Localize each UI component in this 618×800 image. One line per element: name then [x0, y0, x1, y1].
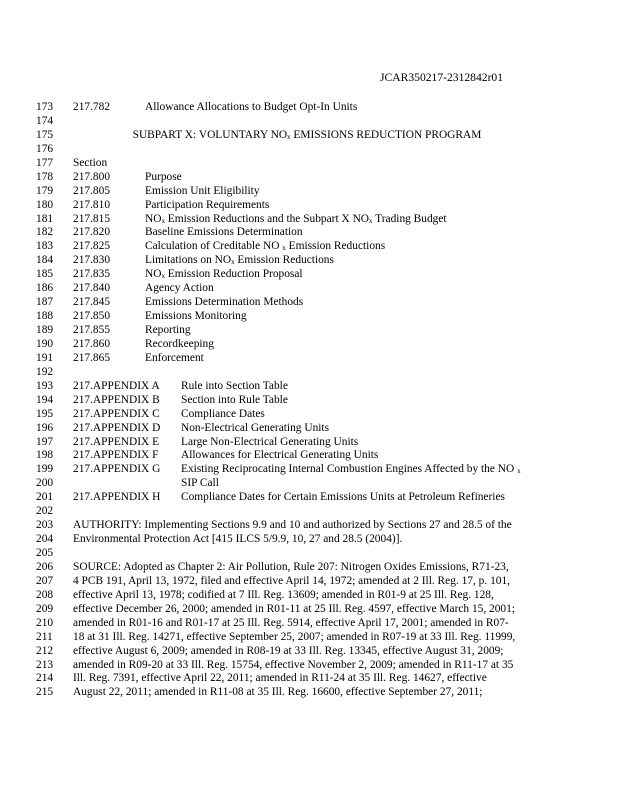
- line-number: 205: [36, 547, 54, 559]
- section-number: 217.815: [73, 212, 111, 225]
- title-text: Trading Budget: [372, 212, 447, 225]
- section-title: Emissions Determination Methods: [145, 296, 304, 309]
- section-title: Emissions Monitoring: [145, 310, 247, 323]
- document-line: [36, 394, 606, 408]
- line-number: 190: [36, 337, 54, 350]
- subscript: x: [161, 216, 165, 225]
- title-text: Emission Reductions and the Subpart X NO: [164, 212, 370, 225]
- section-number: 217.APPENDIX B: [73, 393, 160, 406]
- section-number: 217.APPENDIX A: [73, 379, 160, 392]
- line-number: 199: [36, 463, 54, 476]
- section-number: 217.835: [73, 268, 111, 281]
- line-number: 195: [36, 407, 54, 420]
- line-number: 174: [36, 114, 54, 127]
- document-line: [36, 659, 606, 673]
- section-title: Large Non-Electrical Generating Units: [181, 435, 359, 448]
- line-number: 200: [36, 477, 54, 490]
- line-number: 178: [36, 170, 54, 183]
- title-text: Emission Reductions: [285, 240, 386, 253]
- section-title: [181, 463, 521, 477]
- paragraph-text: amended in R01-16 and R01-17 at 25 Ill. Reg. 5914, effective April 17, 2001; amended in R07-: [73, 616, 509, 629]
- document-line: [36, 310, 606, 324]
- section-number: 217.825: [73, 240, 111, 253]
- line-number: 207: [36, 574, 54, 587]
- section-number: 217.830: [73, 254, 111, 267]
- section-title: Compliance Dates: [181, 407, 265, 420]
- line-number: 189: [36, 324, 54, 336]
- document-line: [36, 505, 606, 519]
- document-line: [36, 380, 606, 394]
- paragraph-text: effective August 6, 2009; amended in R08-19 at 33 Ill. Reg. 13345, effective August 31, 2009;: [73, 644, 504, 657]
- document-line: [36, 240, 606, 254]
- paragraph-text: effective December 26, 2000; amended in R01-11 at 25 Ill. Reg. 4597, effective March 15, 2001;: [73, 602, 515, 615]
- document-line: [36, 645, 606, 659]
- section-number: 217.820: [73, 226, 111, 239]
- document-line: [36, 185, 606, 199]
- subpart-heading: [73, 129, 541, 143]
- line-number: 193: [36, 379, 54, 392]
- document-line: [36, 463, 606, 477]
- document-line: [36, 575, 606, 589]
- document-line: [36, 547, 606, 561]
- document-line: [36, 672, 606, 686]
- line-number: 197: [36, 435, 54, 448]
- subscript: x: [517, 467, 521, 476]
- document-line: [36, 533, 606, 547]
- document-line: [36, 603, 606, 617]
- section-title: Participation Requirements: [145, 198, 270, 211]
- title-text: Emission Reductions: [234, 254, 334, 267]
- line-number: 186: [36, 282, 54, 295]
- title-text: Calculation of Creditable NO: [145, 240, 283, 253]
- document-line: [36, 338, 606, 352]
- paragraph-text: 4 PCB 191, April 13, 1972, filed and effective April 14, 1972; amended at 2 Ill. Reg. 17, p. 101,: [73, 574, 511, 587]
- section-number: 217.782: [73, 101, 111, 113]
- line-number: 196: [36, 421, 54, 434]
- document-line: [36, 631, 606, 645]
- line-number: 206: [36, 560, 54, 573]
- line-number: 185: [36, 268, 54, 281]
- document-line: [36, 422, 606, 436]
- section-title: [145, 254, 334, 268]
- line-number: 191: [36, 351, 54, 364]
- document-line: [36, 296, 606, 310]
- section-title: Rule into Section Table: [181, 379, 288, 392]
- section-title: Section into Rule Table: [181, 393, 288, 406]
- subscript: x: [282, 244, 286, 253]
- section-number: 217.APPENDIX G: [73, 463, 161, 476]
- paragraph-text: Ill. Reg. 7391, effective April 22, 2011; amended in R11-24 at 35 Ill. Reg. 14627, effective: [73, 672, 487, 685]
- line-number: 184: [36, 254, 54, 267]
- document-line: [36, 408, 606, 422]
- line-number: 210: [36, 616, 54, 629]
- title-text: Existing Reciprocating Internal Combustion Engines Affected by the NO: [181, 463, 518, 476]
- paragraph-text: August 22, 2011; amended in R11-08 at 35 Ill. Reg. 16600, effective September 27, 2011;: [73, 686, 483, 699]
- document-line: [36, 436, 606, 450]
- section-number: 217.840: [73, 282, 111, 295]
- line-number: 183: [36, 240, 54, 253]
- subscript: x: [161, 272, 165, 281]
- section-title: Agency Action: [145, 282, 214, 295]
- line-number: 214: [36, 672, 54, 685]
- section-number: 217.855: [73, 324, 111, 336]
- line-number: 182: [36, 226, 54, 239]
- line-number: 203: [36, 519, 54, 532]
- document-line: [36, 101, 606, 115]
- line-number: 194: [36, 393, 54, 406]
- document-line: [36, 143, 606, 157]
- document-line: [36, 254, 606, 268]
- title-text: Emission Reduction Proposal: [164, 268, 303, 281]
- subscript: x: [369, 216, 373, 225]
- paragraph-text: Section: [73, 156, 108, 169]
- document-line: [36, 324, 606, 338]
- line-number: 176: [36, 142, 54, 155]
- section-title: Non-Electrical Generating Units: [181, 421, 330, 434]
- section-number: 217.APPENDIX F: [73, 449, 159, 462]
- section-title: [145, 213, 447, 227]
- section-number: 217.865: [73, 351, 111, 364]
- document-line: [36, 171, 606, 185]
- document-line: [36, 352, 606, 366]
- section-number: 217.850: [73, 310, 111, 323]
- section-title: Emission Unit Eligibility: [145, 184, 260, 197]
- document-line: [36, 561, 606, 575]
- line-number: 212: [36, 644, 54, 657]
- paragraph-text: Environmental Protection Act [415 ILCS 5/9.9, 10, 27 and 28.5 (2004)].: [73, 533, 403, 546]
- document-line: [36, 226, 606, 240]
- title-text: NO: [145, 212, 162, 225]
- section-number: 217.APPENDIX D: [73, 421, 161, 434]
- title-text: Limitations on NO: [145, 254, 232, 267]
- heading-text: EMISSIONS REDUCTION PROGRAM: [290, 128, 482, 141]
- line-number: 180: [36, 198, 54, 211]
- document-line: [36, 199, 606, 213]
- line-number: 204: [36, 533, 54, 546]
- section-title: Allowances for Electrical Generating Units: [181, 449, 379, 462]
- line-number: 177: [36, 156, 54, 169]
- paragraph-text: SOURCE: Adopted as Chapter 2: Air Pollution, Rule 207: Nitrogen Oxides Emissions, R71-23,: [73, 560, 509, 573]
- line-number: 211: [36, 630, 53, 643]
- document-line: [36, 477, 606, 491]
- section-number: 217.APPENDIX H: [73, 491, 161, 504]
- document-body: [36, 101, 606, 700]
- paragraph-text: 18 at 31 Ill. Reg. 14271, effective September 25, 2007; amended in R07-19 at 33 Ill. Reg. 11999,: [73, 630, 516, 643]
- subscript: x: [287, 132, 291, 141]
- document-line: [36, 491, 606, 505]
- paragraph-text: AUTHORITY: Implementing Sections 9.9 and 10 and authorized by Sections 27 and 28.5 of the: [73, 519, 512, 532]
- section-title: Recordkeeping: [145, 337, 214, 350]
- line-number: 198: [36, 449, 54, 462]
- section-number: 217.810: [73, 198, 111, 211]
- paragraph-text: amended in R09-20 at 33 Ill. Reg. 15754, effective November 2, 2009; amended in R11-17 at 35: [73, 658, 514, 671]
- section-number: 217.APPENDIX C: [73, 407, 160, 420]
- section-title: Compliance Dates for Certain Emissions Units at Petroleum Refineries: [181, 491, 505, 504]
- document-line: [36, 366, 606, 380]
- line-number: 209: [36, 602, 54, 615]
- section-title: [145, 268, 303, 282]
- document-line: [36, 129, 606, 143]
- document-line: [36, 213, 606, 227]
- line-number: 179: [36, 184, 54, 197]
- section-title: Purpose: [145, 170, 182, 183]
- section-number: 217.805: [73, 184, 111, 197]
- document-line: [36, 449, 606, 463]
- heading-text: SUBPART X: VOLUNTARY NO: [132, 128, 288, 141]
- line-number: 213: [36, 658, 54, 671]
- line-number: 187: [36, 296, 54, 309]
- paragraph-text: effective April 13, 1978; codified at 7 Ill. Reg. 13609; amended in R01-9 at 25 Ill. Reg. 128,: [73, 588, 494, 601]
- section-number: 217.845: [73, 296, 111, 309]
- line-number: 202: [36, 505, 54, 518]
- section-title: Baseline Emissions Determination: [145, 226, 303, 239]
- line-number: 181: [36, 212, 54, 225]
- title-text: NO: [145, 268, 162, 281]
- line-number: 173: [36, 101, 54, 113]
- section-number: 217.800: [73, 170, 111, 183]
- document-line: [36, 115, 606, 129]
- line-number: 215: [36, 686, 54, 699]
- line-number: 192: [36, 365, 54, 378]
- section-title: Allowance Allocations to Budget Opt-In Units: [145, 101, 358, 113]
- document-line: [36, 686, 606, 700]
- document-line: [36, 589, 606, 603]
- section-title: Enforcement: [145, 351, 204, 364]
- line-number: 201: [36, 491, 54, 504]
- section-number: 217.860: [73, 337, 111, 350]
- document-line: [36, 519, 606, 533]
- line-number: 175: [36, 128, 54, 141]
- document-line: [36, 617, 606, 631]
- document-id-header: JCAR350217-2312842r01: [380, 71, 504, 84]
- document-line: [36, 268, 606, 282]
- section-title: Reporting: [145, 324, 191, 336]
- section-number: 217.APPENDIX E: [73, 435, 160, 448]
- subscript: x: [231, 258, 235, 267]
- line-number: 188: [36, 310, 54, 323]
- line-number: 208: [36, 588, 54, 601]
- section-title: SIP Call: [181, 477, 219, 490]
- document-line: [36, 157, 606, 171]
- section-title: [145, 240, 385, 254]
- document-line: [36, 282, 606, 296]
